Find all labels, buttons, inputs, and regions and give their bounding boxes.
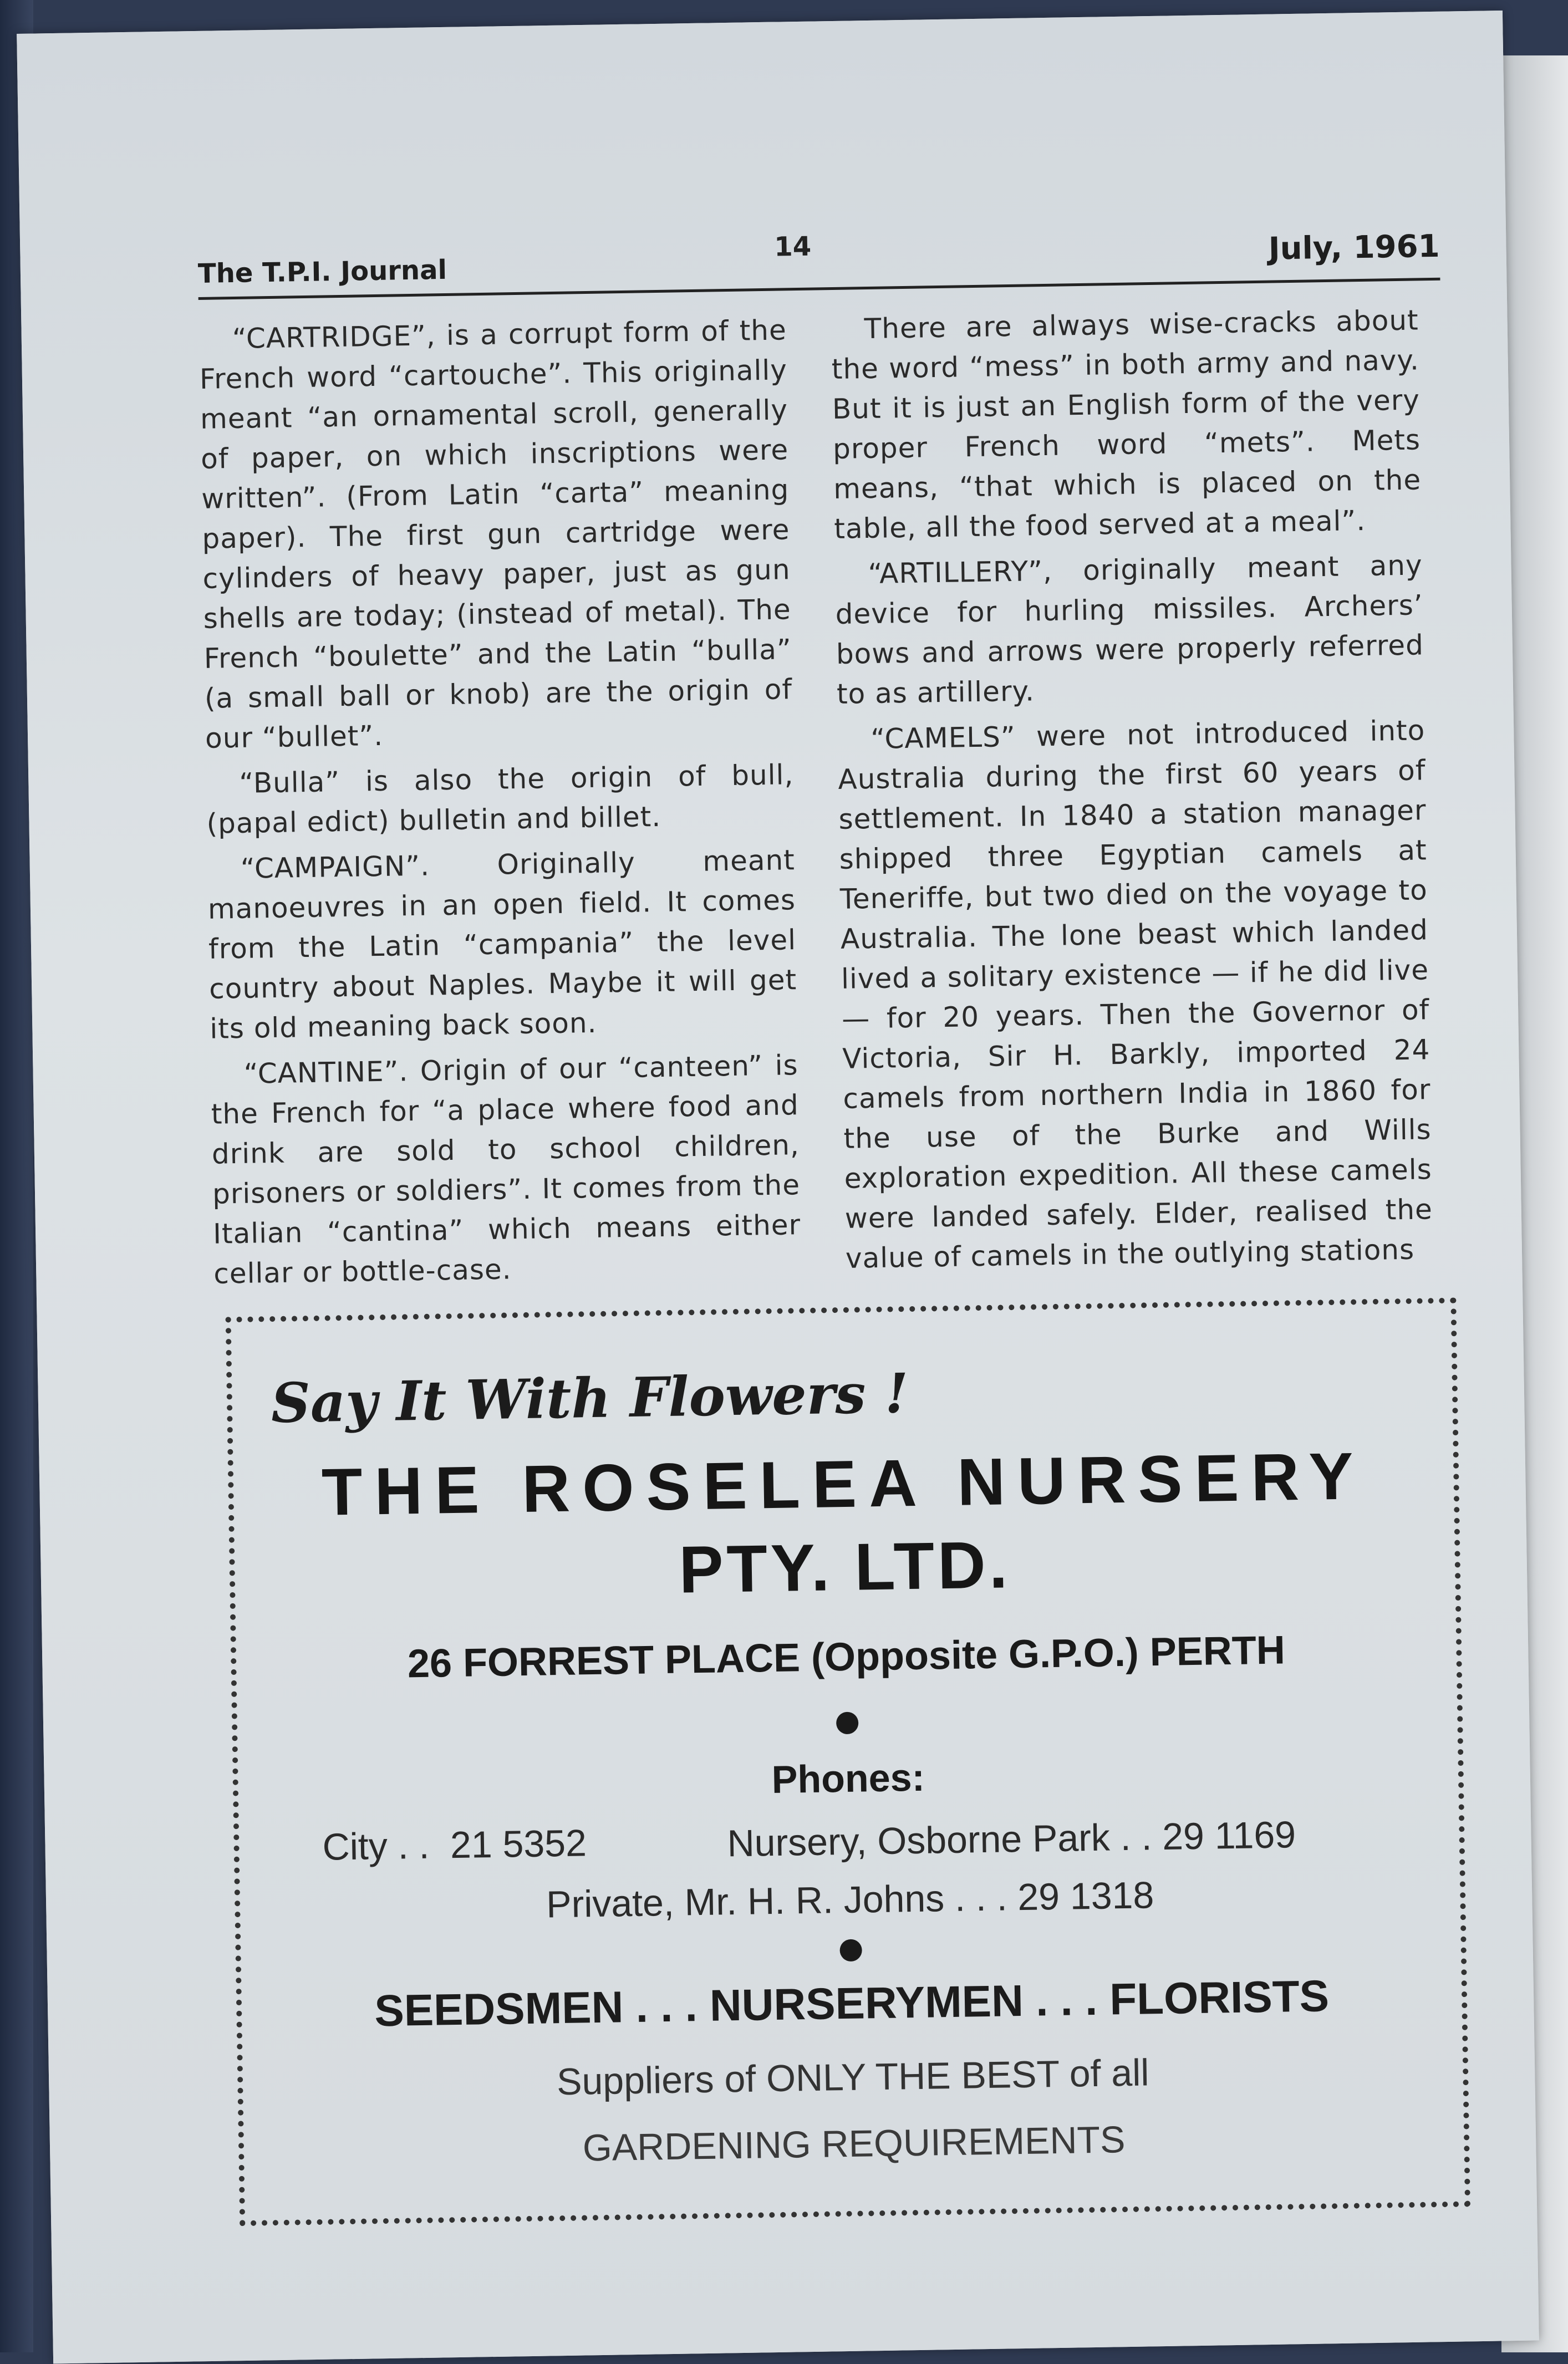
ad-suppliers-line2: GARDENING REQUIREMENTS — [582, 2118, 1126, 2169]
ad-trades: SEEDSMEN . . . NURSERYMEN . . . FLORISTS — [374, 1971, 1330, 2036]
left-column — [198, 310, 802, 1295]
phone-private: Private, Mr. H. R. Johns . . . 29 1318 — [546, 1874, 1154, 1926]
nursery-advertisement — [226, 1298, 1470, 2227]
ad-slogan: Say It With Flowers ! — [271, 1362, 909, 1436]
right-column — [831, 300, 1434, 1285]
paragraph-cartridge: “CARTRIDGE”, is a corrupt form of the French word “cartouche”. This originally meant “an ornamental scroll, generally of paper, on which inscriptions were written”. (From Latin “carta” meaning paper). The first gun cartridge were cylinders of heavy paper, just as gun shells are today; (instead of metal). The French “boulette” and the Latin “bulla” (a small ball or knob) are the origin of our “bullet”. — [199, 314, 793, 755]
ad-company-name: THE ROSELEA NURSERY — [321, 1439, 1366, 1530]
issue-date: July, 1961 — [1268, 228, 1440, 267]
ad-address: 26 FORREST PLACE (Opposite G.P.O.) PERTH — [407, 1628, 1286, 1687]
paragraph-camels: “CAMELS” were not introduced into Australia during the first 60 years of settlement. In 1840 a station manager shipped three Egyptian camels at Teneriffe, but two died on the voyage to Australia. The lone beast which landed lived a solitary existence — if he did live — for 20 years. Then the Governor of Victoria, Sir H. Barkly, imported 24 camels from northern India in 1860 for the use of the Burke and Wills exploration expedition. All these camels were landed safely. Elder, realised the value of camels in the outlying stations — [838, 714, 1433, 1275]
paragraph-bulla: “Bulla” is also the origin of bull, (papal edict) bulletin and billet. — [206, 758, 794, 840]
bullet-dot-icon — [839, 1939, 862, 1962]
phone-city: City . . 21 5352 — [322, 1822, 587, 1868]
ad-phones-heading: Phones: — [771, 1755, 925, 1802]
article-body — [198, 300, 1455, 1295]
ad-company-suffix: PTY. LTD. — [678, 1527, 1012, 1607]
phone-nursery: Nursery, Osborne Park . . 29 1169 — [726, 1813, 1296, 1865]
bullet-dot-icon — [836, 1712, 859, 1735]
journal-name: The T.P.I. Journal — [197, 254, 447, 289]
ad-suppliers-line1: Suppliers of ONLY THE BEST of all — [556, 2051, 1149, 2103]
page-number: 14 — [773, 231, 812, 263]
paragraph-artillery: “ARTILLERY”, originally meant any device for hurling missiles. Archers’ bows and arrows were properly referred to as artillery. — [835, 549, 1424, 710]
journal-page — [17, 11, 1539, 2364]
paragraph-mess: There are always wise-cracks about the word “mess” in both army and navy. But it is just an English form of the very proper French word “mets”. Mets means, “that which is placed on the table, all the food served at a meal”. — [831, 304, 1422, 545]
paragraph-cantine: “CANTINE”. Origin of our “canteen” is the French for “a place where food and drink are sold to school children, prisoners or soldiers”. It comes from the Italian “cantina” which means either cellar or bottle-case. — [211, 1049, 801, 1290]
page-header — [197, 206, 1440, 300]
paragraph-campaign: “CAMPAIGN”. Originally meant manoeuvres in an open field. It comes from the Latin “campania” the level country about Naples. Maybe it will get its old meaning back soon. — [207, 844, 797, 1045]
